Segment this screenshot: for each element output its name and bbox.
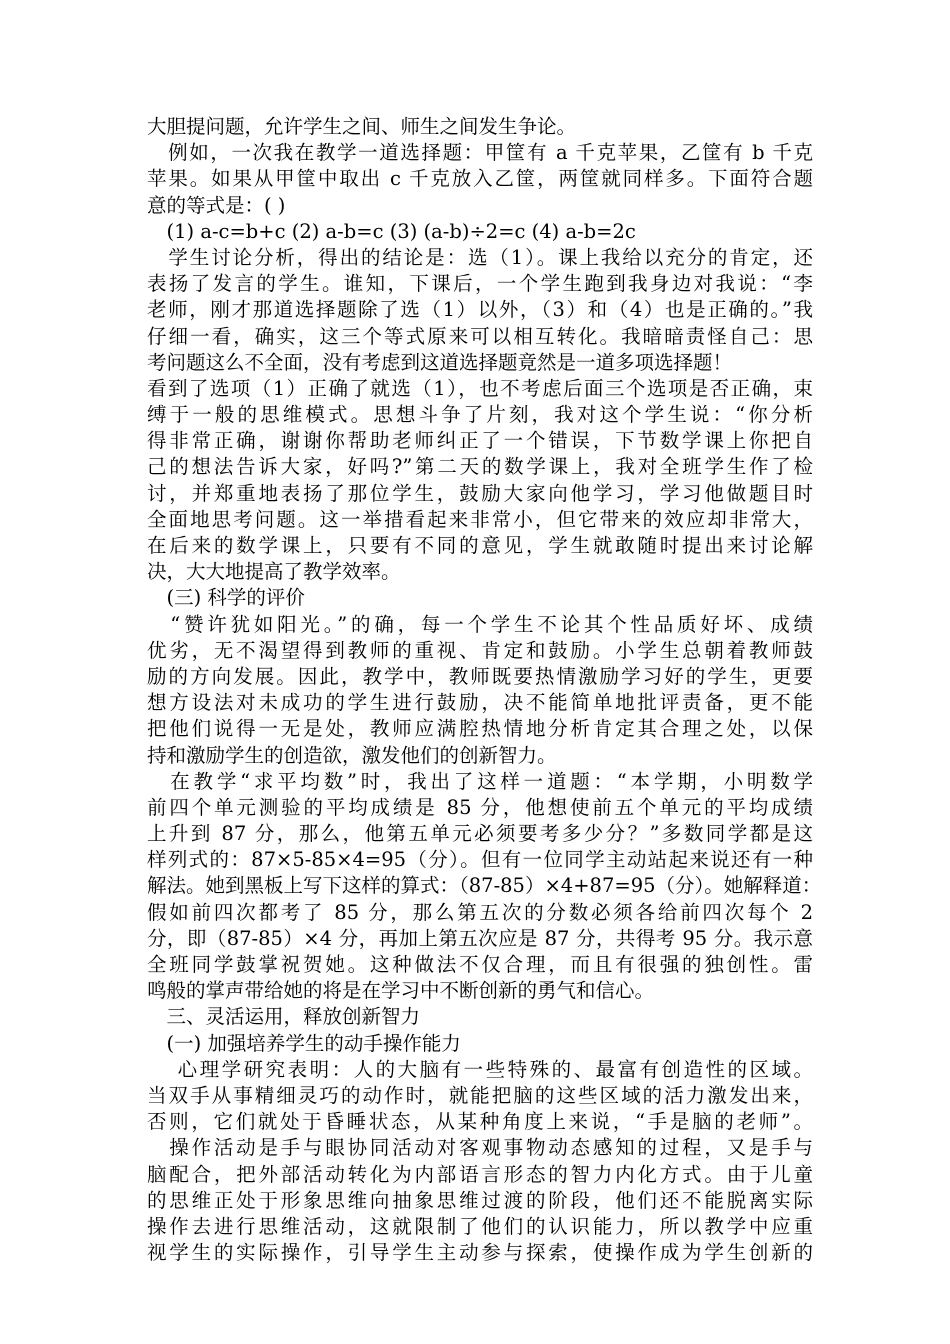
text-line: 表扬了发言的学生。谁知，下课后，一个学生跑到我身边对我说：“李 bbox=[147, 272, 813, 296]
text-line: 己的想法告诉大家，好吗?”第二天的数学课上，我对全班学生作了检 bbox=[147, 455, 813, 479]
text-line: 学生讨论分析，得出的结论是：选（1）。课上我给以充分的肯定，还 bbox=[147, 245, 813, 269]
text-line: 解法。她到黑板上写下这样的算式：（87-85）×4+87=95（分）。她解释道： bbox=[147, 874, 822, 898]
text-line: 考问题这么不全面，没有考虑到这道选择题竟然是一道多项选择题！ bbox=[147, 350, 733, 374]
text-line: 脑配合，把外部活动转化为内部语言形态的智力内化方式。由于儿童 bbox=[147, 1162, 813, 1186]
text-line: 上升到 87 分，那么，他第五单元必须要考多少分？”多数同学都是这 bbox=[147, 822, 813, 846]
text-line: 得非常正确，谢谢你帮助老师纠正了一个错误，下节数学课上你把自 bbox=[147, 429, 813, 453]
text-line: 操作去进行思维活动，这就限制了他们的认识能力，所以教学中应重 bbox=[147, 1214, 813, 1238]
document-page bbox=[147, 114, 822, 1266]
text-line: 分，即（87-85）×4 分，再加上第五次应是 87 分，共得考 95 分。我示意 bbox=[147, 926, 813, 950]
text-line: 持和激励学生的创造欲，激发他们的创新智力。 bbox=[147, 743, 557, 767]
text-line: 当双手从事精细灵巧的动作时，就能把脑的这些区域的活力激发出来， bbox=[147, 1083, 813, 1107]
text-line: 在后来的数学课上，只要有不同的意见，学生就敢随时提出来讨论解 bbox=[147, 534, 813, 557]
text-line: 大胆提问题，允许学生之间、师生之间发生争论。 bbox=[147, 115, 577, 138]
text-line: “赞许犹如阳光。”的确，每一个学生不论其个性品质好坏、成绩 bbox=[147, 612, 813, 636]
text-line: 把他们说得一无是处，教师应满腔热情地分析肯定其合理之处，以保 bbox=[147, 717, 813, 741]
text-line: 全班同学鼓掌祝贺她。这种做法不仅合理，而且有很强的独创性。雷 bbox=[147, 953, 813, 976]
text-line: 三、灵活运用，释放创新智力 bbox=[147, 1005, 421, 1029]
text-line: 否则，它们就处于昏睡状态，从某种角度上来说，“手是脑的老师”。 bbox=[147, 1110, 813, 1134]
text-line: 励的方向发展。因此，教学中，教师既要热情激励学习好的学生，更要 bbox=[147, 664, 813, 688]
text-line: 的思维正处于形象思维向抽象思维过渡的阶段，他们还不能脱离实际 bbox=[147, 1188, 813, 1212]
text-line: 样列式的：87×5-85×4=95（分）。但有一位同学主动站起来说还有一种 bbox=[147, 848, 813, 872]
text-line: 全面地思考问题。这一举措看起来非常小，但它带来的效应却非常大， bbox=[147, 507, 813, 531]
text-line: 意的等式是：( ) bbox=[147, 193, 286, 217]
text-line: (一) 加强培养学生的动手操作能力 bbox=[147, 1031, 461, 1055]
text-line: 缚于一般的思维模式。思想斗争了片刻，我对这个学生说：“你分析 bbox=[147, 403, 813, 427]
text-line: 看到了选项（1）正确了就选（1），也不考虑后面三个选项是否正确，束 bbox=[147, 376, 813, 400]
text-line: 假如前四次都考了 85 分，那么第五次的分数必须各给前四次每个 2 bbox=[147, 900, 813, 924]
text-line: 例如，一次我在教学一道选择题：甲筐有 a 千克苹果，乙筐有 b 千克 bbox=[147, 141, 813, 165]
text-line: 心理学研究表明：人的大脑有一些特殊的、最富有创造性的区域。 bbox=[147, 1057, 813, 1081]
text-line: 想方设法对未成功的学生进行鼓励，决不能简单地批评责备，更不能 bbox=[147, 691, 813, 715]
text-line: 仔细一看，确实，这三个等式原来可以相互转化。我暗暗责怪自己：思 bbox=[147, 324, 813, 348]
text-line: 讨，并郑重地表扬了那位学生，鼓励大家向他学习，学习他做题目时 bbox=[147, 481, 813, 505]
text-line: (1) a-c=b+c (2) a-b=c (3) (a-b)÷2=c (4) a-b=2c bbox=[147, 219, 636, 243]
text-line: 前四个单元测验的平均成绩是 85 分，他想使前五个单元的平均成绩 bbox=[147, 795, 813, 819]
text-line: 决，大大地提高了教学效率。 bbox=[147, 560, 401, 584]
text-line: 在教学“求平均数”时，我出了这样一道题：“本学期，小明数学 bbox=[147, 769, 813, 793]
text-line: 老师，刚才那道选择题除了选（1）以外，（3）和（4）也是正确的。”我 bbox=[147, 298, 813, 322]
text-line: (三) 科学的评价 bbox=[147, 586, 305, 610]
text-line: 鸣般的掌声带给她的将是在学习中不断创新的勇气和信心。 bbox=[147, 979, 655, 1003]
text-line: 优劣，无不渴望得到教师的重视、肯定和鼓励。小学生总朝着教师鼓 bbox=[147, 638, 813, 662]
text-line: 操作活动是手与眼协同活动对客观事物动态感知的过程，又是手与 bbox=[147, 1136, 813, 1160]
text-line: 苹果。如果从甲筐中取出 c 千克放入乙筐，两筐就同样多。下面符合题 bbox=[147, 167, 813, 191]
text-line: 视学生的实际操作，引导学生主动参与探索，使操作成为学生创新的 bbox=[147, 1241, 813, 1265]
